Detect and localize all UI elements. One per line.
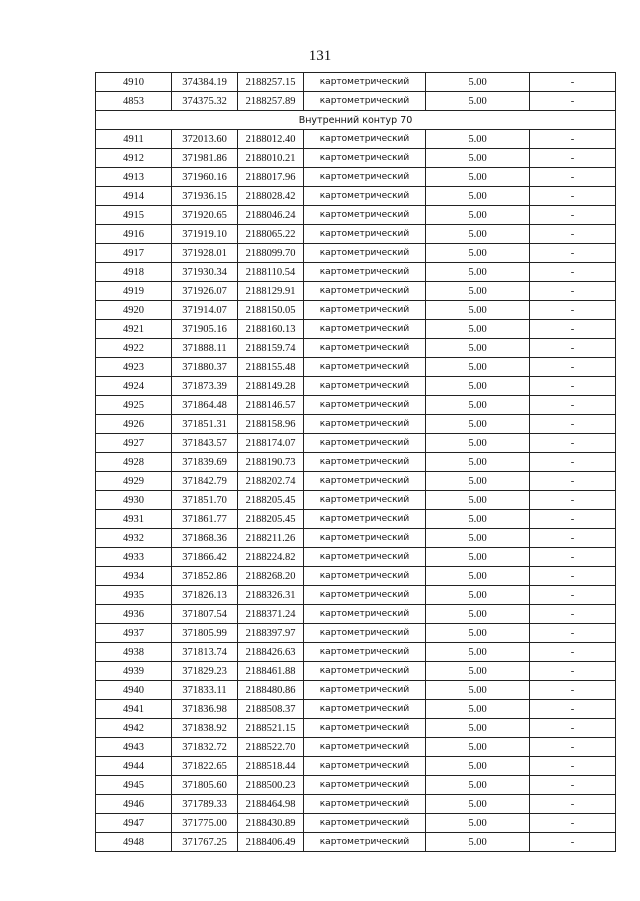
cell-y-coordinate: 2188202.74 bbox=[238, 472, 304, 491]
cell-accuracy: 5.00 bbox=[426, 168, 530, 187]
cell-point-number: 4923 bbox=[96, 358, 172, 377]
cell-y-coordinate: 2188190.73 bbox=[238, 453, 304, 472]
cell-x-coordinate: 371833.11 bbox=[172, 681, 238, 700]
cell-accuracy: 5.00 bbox=[426, 187, 530, 206]
cell-x-coordinate: 371807.54 bbox=[172, 605, 238, 624]
table-row bbox=[96, 358, 616, 377]
cell-method: картометрический bbox=[304, 833, 426, 852]
cell-y-coordinate: 2188406.49 bbox=[238, 833, 304, 852]
cell-x-coordinate: 371838.92 bbox=[172, 719, 238, 738]
cell-method: картометрический bbox=[304, 396, 426, 415]
table-row bbox=[96, 833, 616, 852]
cell-method: картометрический bbox=[304, 244, 426, 263]
cell-accuracy: 5.00 bbox=[426, 130, 530, 149]
cell-note: - bbox=[530, 320, 616, 339]
cell-accuracy: 5.00 bbox=[426, 206, 530, 225]
cell-x-coordinate: 371936.15 bbox=[172, 187, 238, 206]
cell-point-number: 4911 bbox=[96, 130, 172, 149]
table-row bbox=[96, 149, 616, 168]
cell-y-coordinate: 2188430.89 bbox=[238, 814, 304, 833]
cell-note: - bbox=[530, 434, 616, 453]
cell-note: - bbox=[530, 833, 616, 852]
cell-x-coordinate: 371905.16 bbox=[172, 320, 238, 339]
cell-method: картометрический bbox=[304, 434, 426, 453]
cell-accuracy: 5.00 bbox=[426, 320, 530, 339]
cell-y-coordinate: 2188205.45 bbox=[238, 510, 304, 529]
cell-note: - bbox=[530, 795, 616, 814]
cell-method: картометрический bbox=[304, 491, 426, 510]
cell-point-number: 4944 bbox=[96, 757, 172, 776]
cell-method: картометрический bbox=[304, 605, 426, 624]
table-row bbox=[96, 282, 616, 301]
cell-method: картометрический bbox=[304, 567, 426, 586]
cell-accuracy: 5.00 bbox=[426, 73, 530, 92]
cell-x-coordinate: 371868.36 bbox=[172, 529, 238, 548]
cell-x-coordinate: 371826.13 bbox=[172, 586, 238, 605]
cell-y-coordinate: 2188257.15 bbox=[238, 73, 304, 92]
cell-accuracy: 5.00 bbox=[426, 225, 530, 244]
cell-y-coordinate: 2188426.63 bbox=[238, 643, 304, 662]
cell-point-number: 4921 bbox=[96, 320, 172, 339]
cell-point-number: 4853 bbox=[96, 92, 172, 111]
cell-y-coordinate: 2188257.89 bbox=[238, 92, 304, 111]
cell-method: картометрический bbox=[304, 776, 426, 795]
cell-y-coordinate: 2188522.70 bbox=[238, 738, 304, 757]
table-row bbox=[96, 472, 616, 491]
cell-accuracy: 5.00 bbox=[426, 282, 530, 301]
cell-point-number: 4922 bbox=[96, 339, 172, 358]
cell-note: - bbox=[530, 814, 616, 833]
table-row bbox=[96, 776, 616, 795]
coordinates-table bbox=[95, 72, 616, 852]
cell-method: картометрический bbox=[304, 149, 426, 168]
cell-method: картометрический bbox=[304, 92, 426, 111]
cell-x-coordinate: 371928.01 bbox=[172, 244, 238, 263]
coordinates-table-body bbox=[96, 73, 616, 852]
cell-point-number: 4939 bbox=[96, 662, 172, 681]
cell-accuracy: 5.00 bbox=[426, 149, 530, 168]
cell-accuracy: 5.00 bbox=[426, 301, 530, 320]
cell-y-coordinate: 2188028.42 bbox=[238, 187, 304, 206]
cell-x-coordinate: 371851.70 bbox=[172, 491, 238, 510]
cell-method: картометрический bbox=[304, 206, 426, 225]
cell-method: картометрический bbox=[304, 472, 426, 491]
cell-y-coordinate: 2188464.98 bbox=[238, 795, 304, 814]
section-title: Внутренний контур 70 bbox=[96, 111, 616, 130]
page-number: 131 bbox=[308, 48, 332, 64]
cell-method: картометрический bbox=[304, 301, 426, 320]
table-row bbox=[96, 377, 616, 396]
cell-accuracy: 5.00 bbox=[426, 795, 530, 814]
cell-y-coordinate: 2188159.74 bbox=[238, 339, 304, 358]
table-row bbox=[96, 434, 616, 453]
cell-y-coordinate: 2188371.24 bbox=[238, 605, 304, 624]
cell-x-coordinate: 371873.39 bbox=[172, 377, 238, 396]
table-row bbox=[96, 510, 616, 529]
cell-note: - bbox=[530, 301, 616, 320]
cell-method: картометрический bbox=[304, 339, 426, 358]
cell-point-number: 4919 bbox=[96, 282, 172, 301]
cell-y-coordinate: 2188205.45 bbox=[238, 491, 304, 510]
cell-note: - bbox=[530, 396, 616, 415]
cell-x-coordinate: 371767.25 bbox=[172, 833, 238, 852]
cell-y-coordinate: 2188508.37 bbox=[238, 700, 304, 719]
cell-method: картометрический bbox=[304, 415, 426, 434]
cell-y-coordinate: 2188149.28 bbox=[238, 377, 304, 396]
table-row bbox=[96, 795, 616, 814]
cell-note: - bbox=[530, 358, 616, 377]
cell-method: картометрический bbox=[304, 377, 426, 396]
cell-method: картометрический bbox=[304, 814, 426, 833]
cell-point-number: 4938 bbox=[96, 643, 172, 662]
cell-x-coordinate: 371926.07 bbox=[172, 282, 238, 301]
table-row bbox=[96, 168, 616, 187]
cell-note: - bbox=[530, 738, 616, 757]
cell-point-number: 4943 bbox=[96, 738, 172, 757]
cell-y-coordinate: 2188326.31 bbox=[238, 586, 304, 605]
table-row bbox=[96, 643, 616, 662]
cell-point-number: 4947 bbox=[96, 814, 172, 833]
cell-accuracy: 5.00 bbox=[426, 377, 530, 396]
cell-note: - bbox=[530, 168, 616, 187]
cell-note: - bbox=[530, 700, 616, 719]
cell-x-coordinate: 374384.19 bbox=[172, 73, 238, 92]
cell-accuracy: 5.00 bbox=[426, 833, 530, 852]
table-row bbox=[96, 206, 616, 225]
cell-accuracy: 5.00 bbox=[426, 510, 530, 529]
table-row bbox=[96, 624, 616, 643]
cell-point-number: 4925 bbox=[96, 396, 172, 415]
cell-x-coordinate: 371920.65 bbox=[172, 206, 238, 225]
table-row bbox=[96, 396, 616, 415]
cell-note: - bbox=[530, 377, 616, 396]
cell-y-coordinate: 2188065.22 bbox=[238, 225, 304, 244]
cell-method: картометрический bbox=[304, 738, 426, 757]
cell-x-coordinate: 371852.86 bbox=[172, 567, 238, 586]
table-row bbox=[96, 92, 616, 111]
cell-x-coordinate: 371981.86 bbox=[172, 149, 238, 168]
cell-x-coordinate: 371861.77 bbox=[172, 510, 238, 529]
cell-x-coordinate: 371843.57 bbox=[172, 434, 238, 453]
cell-note: - bbox=[530, 282, 616, 301]
cell-accuracy: 5.00 bbox=[426, 453, 530, 472]
cell-y-coordinate: 2188012.40 bbox=[238, 130, 304, 149]
cell-method: картометрический bbox=[304, 586, 426, 605]
cell-x-coordinate: 371851.31 bbox=[172, 415, 238, 434]
cell-accuracy: 5.00 bbox=[426, 548, 530, 567]
cell-x-coordinate: 371813.74 bbox=[172, 643, 238, 662]
cell-x-coordinate: 371775.00 bbox=[172, 814, 238, 833]
cell-note: - bbox=[530, 548, 616, 567]
cell-method: картометрический bbox=[304, 700, 426, 719]
cell-note: - bbox=[530, 472, 616, 491]
cell-x-coordinate: 371805.60 bbox=[172, 776, 238, 795]
cell-method: картометрический bbox=[304, 453, 426, 472]
table-row bbox=[96, 187, 616, 206]
cell-point-number: 4927 bbox=[96, 434, 172, 453]
cell-x-coordinate: 371880.37 bbox=[172, 358, 238, 377]
table-row bbox=[96, 529, 616, 548]
cell-note: - bbox=[530, 491, 616, 510]
cell-accuracy: 5.00 bbox=[426, 529, 530, 548]
table-row bbox=[96, 662, 616, 681]
cell-note: - bbox=[530, 529, 616, 548]
cell-point-number: 4920 bbox=[96, 301, 172, 320]
cell-point-number: 4948 bbox=[96, 833, 172, 852]
cell-y-coordinate: 2188146.57 bbox=[238, 396, 304, 415]
cell-note: - bbox=[530, 719, 616, 738]
cell-point-number: 4917 bbox=[96, 244, 172, 263]
cell-method: картометрический bbox=[304, 225, 426, 244]
table-row bbox=[96, 491, 616, 510]
cell-note: - bbox=[530, 73, 616, 92]
cell-method: картометрический bbox=[304, 320, 426, 339]
cell-note: - bbox=[530, 510, 616, 529]
table-row bbox=[96, 567, 616, 586]
cell-y-coordinate: 2188010.21 bbox=[238, 149, 304, 168]
cell-y-coordinate: 2188461.88 bbox=[238, 662, 304, 681]
table-row bbox=[96, 453, 616, 472]
cell-y-coordinate: 2188224.82 bbox=[238, 548, 304, 567]
cell-note: - bbox=[530, 206, 616, 225]
table-row bbox=[96, 681, 616, 700]
cell-note: - bbox=[530, 244, 616, 263]
cell-method: картометрический bbox=[304, 73, 426, 92]
cell-y-coordinate: 2188129.91 bbox=[238, 282, 304, 301]
cell-point-number: 4941 bbox=[96, 700, 172, 719]
cell-y-coordinate: 2188500.23 bbox=[238, 776, 304, 795]
cell-note: - bbox=[530, 149, 616, 168]
cell-note: - bbox=[530, 187, 616, 206]
cell-point-number: 4928 bbox=[96, 453, 172, 472]
cell-y-coordinate: 2188099.70 bbox=[238, 244, 304, 263]
cell-y-coordinate: 2188480.86 bbox=[238, 681, 304, 700]
table-row bbox=[96, 263, 616, 282]
cell-method: картометрический bbox=[304, 662, 426, 681]
cell-point-number: 4914 bbox=[96, 187, 172, 206]
cell-method: картометрический bbox=[304, 719, 426, 738]
cell-method: картометрический bbox=[304, 529, 426, 548]
cell-x-coordinate: 371836.98 bbox=[172, 700, 238, 719]
cell-point-number: 4913 bbox=[96, 168, 172, 187]
cell-point-number: 4916 bbox=[96, 225, 172, 244]
table-row bbox=[96, 757, 616, 776]
cell-point-number: 4942 bbox=[96, 719, 172, 738]
cell-accuracy: 5.00 bbox=[426, 624, 530, 643]
cell-y-coordinate: 2188521.15 bbox=[238, 719, 304, 738]
cell-point-number: 4926 bbox=[96, 415, 172, 434]
cell-x-coordinate: 371805.99 bbox=[172, 624, 238, 643]
cell-method: картометрический bbox=[304, 548, 426, 567]
cell-accuracy: 5.00 bbox=[426, 776, 530, 795]
cell-point-number: 4934 bbox=[96, 567, 172, 586]
table-row bbox=[96, 130, 616, 149]
cell-note: - bbox=[530, 130, 616, 149]
cell-accuracy: 5.00 bbox=[426, 263, 530, 282]
cell-x-coordinate: 371789.33 bbox=[172, 795, 238, 814]
table-row bbox=[96, 738, 616, 757]
cell-accuracy: 5.00 bbox=[426, 605, 530, 624]
cell-x-coordinate: 371832.72 bbox=[172, 738, 238, 757]
cell-accuracy: 5.00 bbox=[426, 434, 530, 453]
cell-method: картометрический bbox=[304, 795, 426, 814]
cell-x-coordinate: 371839.69 bbox=[172, 453, 238, 472]
cell-y-coordinate: 2188158.96 bbox=[238, 415, 304, 434]
cell-point-number: 4924 bbox=[96, 377, 172, 396]
cell-point-number: 4946 bbox=[96, 795, 172, 814]
cell-point-number: 4933 bbox=[96, 548, 172, 567]
cell-accuracy: 5.00 bbox=[426, 719, 530, 738]
cell-x-coordinate: 371919.10 bbox=[172, 225, 238, 244]
cell-x-coordinate: 371960.16 bbox=[172, 168, 238, 187]
cell-x-coordinate: 371842.79 bbox=[172, 472, 238, 491]
cell-y-coordinate: 2188397.97 bbox=[238, 624, 304, 643]
cell-y-coordinate: 2188211.26 bbox=[238, 529, 304, 548]
cell-method: картометрический bbox=[304, 757, 426, 776]
cell-y-coordinate: 2188150.05 bbox=[238, 301, 304, 320]
cell-point-number: 4931 bbox=[96, 510, 172, 529]
cell-accuracy: 5.00 bbox=[426, 244, 530, 263]
cell-y-coordinate: 2188017.96 bbox=[238, 168, 304, 187]
cell-method: картометрический bbox=[304, 130, 426, 149]
cell-accuracy: 5.00 bbox=[426, 472, 530, 491]
cell-y-coordinate: 2188268.20 bbox=[238, 567, 304, 586]
cell-note: - bbox=[530, 586, 616, 605]
cell-accuracy: 5.00 bbox=[426, 358, 530, 377]
cell-note: - bbox=[530, 225, 616, 244]
cell-point-number: 4915 bbox=[96, 206, 172, 225]
table-row bbox=[96, 320, 616, 339]
cell-x-coordinate: 371930.34 bbox=[172, 263, 238, 282]
cell-note: - bbox=[530, 453, 616, 472]
cell-note: - bbox=[530, 757, 616, 776]
cell-y-coordinate: 2188518.44 bbox=[238, 757, 304, 776]
cell-x-coordinate: 372013.60 bbox=[172, 130, 238, 149]
cell-note: - bbox=[530, 415, 616, 434]
cell-x-coordinate: 371866.42 bbox=[172, 548, 238, 567]
cell-x-coordinate: 371864.48 bbox=[172, 396, 238, 415]
cell-method: картометрический bbox=[304, 643, 426, 662]
table-row bbox=[96, 415, 616, 434]
table-row bbox=[96, 719, 616, 738]
cell-point-number: 4918 bbox=[96, 263, 172, 282]
cell-accuracy: 5.00 bbox=[426, 396, 530, 415]
cell-accuracy: 5.00 bbox=[426, 567, 530, 586]
cell-method: картометрический bbox=[304, 187, 426, 206]
cell-y-coordinate: 2188155.48 bbox=[238, 358, 304, 377]
table-row bbox=[96, 548, 616, 567]
cell-method: картометрический bbox=[304, 358, 426, 377]
section-row bbox=[96, 111, 616, 130]
cell-accuracy: 5.00 bbox=[426, 700, 530, 719]
cell-note: - bbox=[530, 339, 616, 358]
cell-accuracy: 5.00 bbox=[426, 643, 530, 662]
cell-accuracy: 5.00 bbox=[426, 415, 530, 434]
cell-note: - bbox=[530, 662, 616, 681]
cell-point-number: 4940 bbox=[96, 681, 172, 700]
cell-x-coordinate: 371888.11 bbox=[172, 339, 238, 358]
cell-y-coordinate: 2188160.13 bbox=[238, 320, 304, 339]
cell-point-number: 4910 bbox=[96, 73, 172, 92]
cell-point-number: 4929 bbox=[96, 472, 172, 491]
table-row bbox=[96, 244, 616, 263]
cell-accuracy: 5.00 bbox=[426, 757, 530, 776]
table-row bbox=[96, 700, 616, 719]
cell-note: - bbox=[530, 776, 616, 795]
cell-note: - bbox=[530, 624, 616, 643]
table-row bbox=[96, 301, 616, 320]
cell-y-coordinate: 2188110.54 bbox=[238, 263, 304, 282]
cell-point-number: 4935 bbox=[96, 586, 172, 605]
cell-note: - bbox=[530, 567, 616, 586]
cell-accuracy: 5.00 bbox=[426, 339, 530, 358]
table-row bbox=[96, 814, 616, 833]
cell-y-coordinate: 2188174.07 bbox=[238, 434, 304, 453]
table-row bbox=[96, 73, 616, 92]
cell-point-number: 4930 bbox=[96, 491, 172, 510]
cell-x-coordinate: 371914.07 bbox=[172, 301, 238, 320]
cell-method: картометрический bbox=[304, 282, 426, 301]
cell-method: картометрический bbox=[304, 263, 426, 282]
cell-note: - bbox=[530, 643, 616, 662]
cell-point-number: 4936 bbox=[96, 605, 172, 624]
cell-note: - bbox=[530, 263, 616, 282]
cell-point-number: 4937 bbox=[96, 624, 172, 643]
cell-accuracy: 5.00 bbox=[426, 491, 530, 510]
cell-method: картометрический bbox=[304, 681, 426, 700]
cell-point-number: 4932 bbox=[96, 529, 172, 548]
table-row bbox=[96, 586, 616, 605]
cell-accuracy: 5.00 bbox=[426, 738, 530, 757]
cell-point-number: 4945 bbox=[96, 776, 172, 795]
cell-method: картометрический bbox=[304, 510, 426, 529]
cell-accuracy: 5.00 bbox=[426, 681, 530, 700]
table-row bbox=[96, 605, 616, 624]
cell-y-coordinate: 2188046.24 bbox=[238, 206, 304, 225]
cell-note: - bbox=[530, 605, 616, 624]
cell-point-number: 4912 bbox=[96, 149, 172, 168]
cell-x-coordinate: 374375.32 bbox=[172, 92, 238, 111]
cell-accuracy: 5.00 bbox=[426, 92, 530, 111]
cell-method: картометрический bbox=[304, 624, 426, 643]
cell-accuracy: 5.00 bbox=[426, 662, 530, 681]
table-row bbox=[96, 225, 616, 244]
cell-note: - bbox=[530, 92, 616, 111]
cell-method: картометрический bbox=[304, 168, 426, 187]
cell-accuracy: 5.00 bbox=[426, 814, 530, 833]
cell-accuracy: 5.00 bbox=[426, 586, 530, 605]
cell-x-coordinate: 371829.23 bbox=[172, 662, 238, 681]
cell-x-coordinate: 371822.65 bbox=[172, 757, 238, 776]
table-row bbox=[96, 339, 616, 358]
cell-note: - bbox=[530, 681, 616, 700]
